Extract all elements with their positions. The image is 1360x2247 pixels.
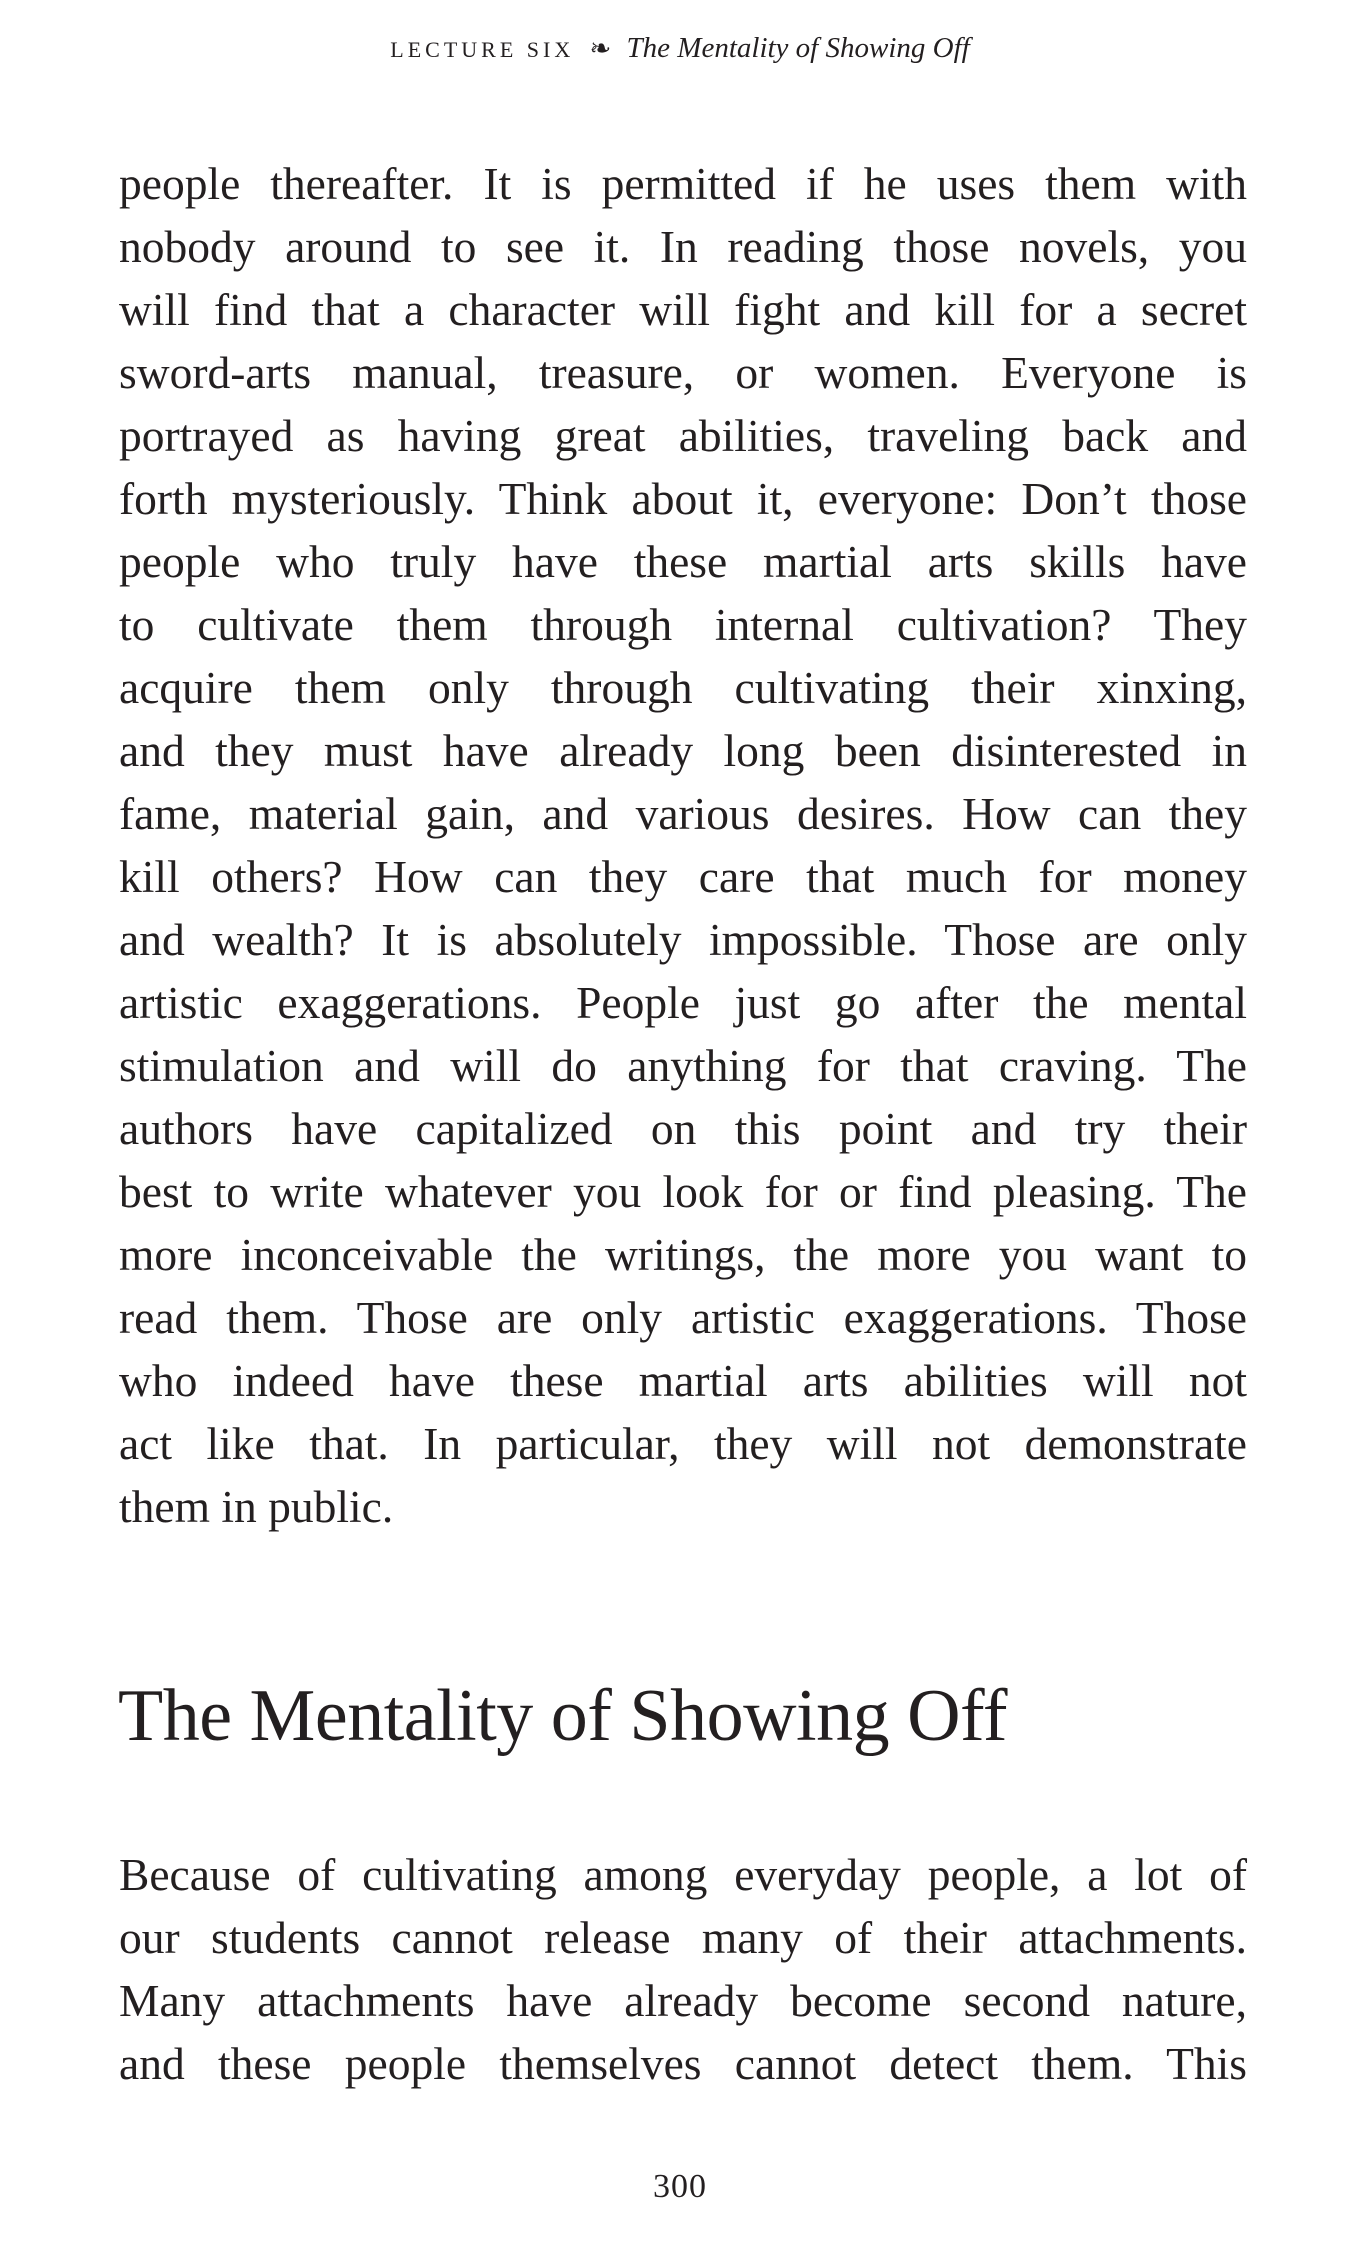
text-line: them in public. xyxy=(119,1481,394,1532)
text-line: Because of cultivating among everyday people, a lot of xyxy=(119,1849,1247,1900)
page-number: 300 xyxy=(653,2168,707,2205)
paragraph-continued xyxy=(119,152,1247,1538)
text-line: and wealth? It is absolutely impossible. Those are only xyxy=(119,914,1247,965)
text-line: sword-arts manual, treasure, or women. Everyone is xyxy=(119,347,1247,398)
text-line: to cultivate them through internal cultivation? They xyxy=(119,599,1247,650)
text-line: act like that. In particular, they will not demonstrate xyxy=(119,1418,1247,1469)
text-line: and they must have already long been disinterested in xyxy=(119,725,1247,776)
text-line: nobody around to see it. In reading those novels, you xyxy=(119,221,1247,272)
text-line: more inconceivable the writings, the more you want to xyxy=(119,1229,1247,1280)
text-line: who indeed have these martial arts abilities will not xyxy=(119,1355,1247,1406)
text-line: people who truly have these martial arts skills have xyxy=(119,536,1247,587)
text-line: our students cannot release many of their attachments. xyxy=(119,1912,1247,1963)
text-line: portrayed as having great abilities, traveling back and xyxy=(119,410,1247,461)
running-head-lecture: LECTURE SIX xyxy=(390,37,575,62)
text-line: Many attachments have already become second nature, xyxy=(119,1975,1247,2026)
running-head xyxy=(0,28,1360,70)
text-line: will find that a character will fight and kill for a secret xyxy=(119,284,1247,335)
text-line: stimulation and will do anything for that craving. The xyxy=(119,1040,1247,1091)
text-line: people thereafter. It is permitted if he uses them with xyxy=(119,158,1247,209)
text-line: best to write whatever you look for or find pleasing. The xyxy=(119,1166,1247,1217)
section-heading: The Mentality of Showing Off xyxy=(118,1675,1007,1757)
text-line: acquire them only through cultivating their xinxing, xyxy=(119,662,1247,713)
text-line: authors have capitalized on this point and try their xyxy=(119,1103,1247,1154)
text-line: fame, material gain, and various desires. How can they xyxy=(119,788,1247,839)
text-line: and these people themselves cannot detect them. This xyxy=(119,2038,1247,2089)
text-line: artistic exaggerations. People just go after the mental xyxy=(119,977,1247,1028)
fleuron-icon: ❧ xyxy=(589,34,612,63)
paragraph xyxy=(119,1843,1247,2095)
text-line: forth mysteriously. Think about it, everyone: Don’t those xyxy=(119,473,1247,524)
running-head-chapter-title: The Mentality of Showing Off xyxy=(626,32,970,64)
text-line: kill others? How can they care that much for money xyxy=(119,851,1247,902)
text-line: read them. Those are only artistic exaggerations. Those xyxy=(119,1292,1247,1343)
